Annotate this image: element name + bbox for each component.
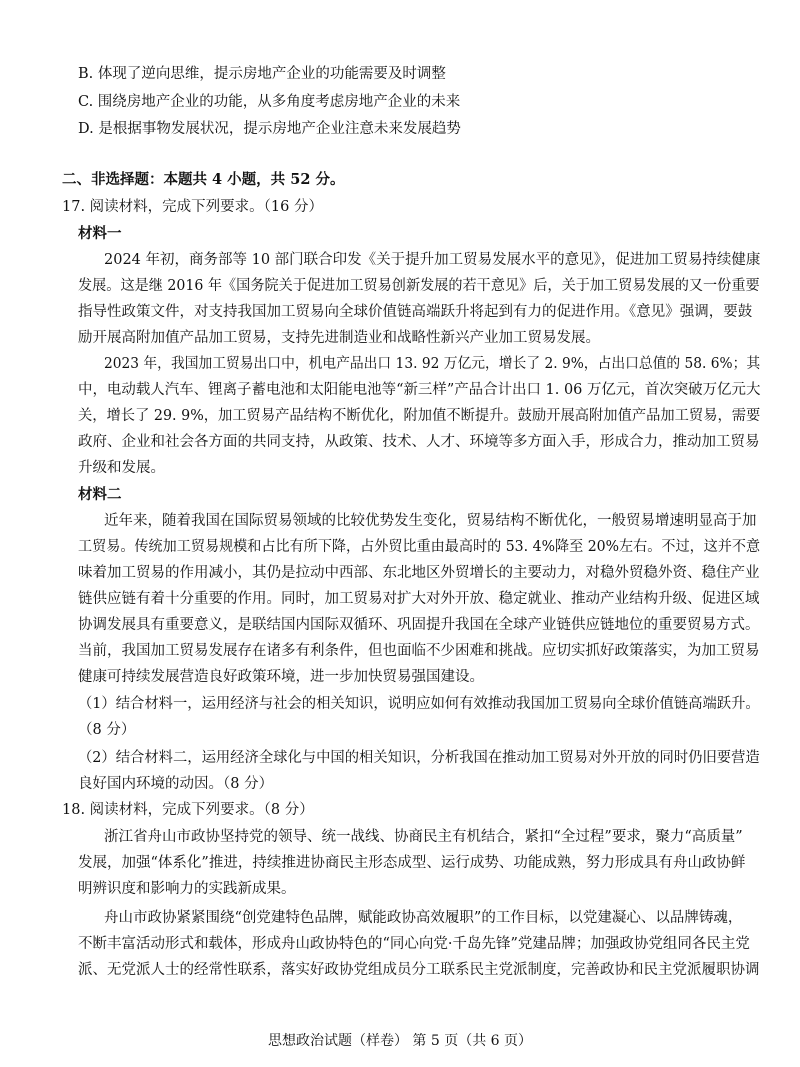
material-1-paragraph-1-line: 2024 年初，商务部等 10 部门联合印发《关于提升加工贸易发展水平的意见》，促进加工贸易持续健康	[104, 252, 761, 268]
option-c: C. 围绕房地产企业的功能，从多角度考虑房地产企业的未来	[78, 94, 461, 110]
question-18-paragraph-2-line: 不断丰富活动形式和载体，形成舟山政协特色的“同心向党·千岛先锋”党建品牌；加强政协党组同各民主党	[78, 936, 750, 952]
material-2-paragraph-line: 工贸易。传统加工贸易规模和占比有所下降，占外贸比重由最高时的 53. 4%降至 20%左右。不过，这并不意	[78, 539, 761, 555]
question-17-prompt: 17. 阅读材料，完成下列要求。（16 分）	[62, 199, 323, 215]
question-18-paragraph-2-line: 派、无党派人士的经常性联系，落实好政协党组成员分工联系民主党派制度，完善政协和民主党派履职协调	[78, 962, 760, 978]
page-footer: 思想政治试题（样卷） 第 5 页（共 6 页）	[267, 1033, 533, 1049]
question-18-paragraph-1-line: 浙江省舟山市政协坚持党的领导、统一战线、协商民主有机结合，紧扣“全过程”要求，聚力“高质量”	[104, 829, 743, 845]
material-1-paragraph-1-line: 发展。这是继 2016 年《国务院关于促进加工贸易创新发展的若干意见》后，关于加工贸易发展的又一份重要	[78, 278, 760, 294]
sub-question-2-line: （2）结合材料二，运用经济全球化与中国的相关知识，分析我国在推动加工贸易对外开放的同时仍旧要营造	[78, 750, 760, 766]
material-1-paragraph-2-line: 中，电动载人汽车、锂离子蓄电池和太阳能电池等“新三样”产品合计出口 1. 06 万亿元，首次突破万亿元大	[78, 382, 761, 398]
material-1-paragraph-2-line: 2023 年，我国加工贸易出口中，机电产品出口 13. 92 万亿元，增长了 2. 9%，占出口总值的 58. 6%；其	[104, 356, 761, 372]
question-18-prompt: 18. 阅读材料，完成下列要求。（8 分）	[62, 802, 314, 818]
material-1-paragraph-2-line: 政府、企业和社会各方面的共同支持，从政策、技术、人才、环境等多方面入手，形成合力，推动加工贸易	[78, 434, 760, 450]
material-1-paragraph-1-line: 励开展高附加值产品加工贸易，支持先进制造业和战略性新兴产业加工贸易发展。	[78, 330, 600, 346]
sub-question-1-line: （1）结合材料一，运用经济与社会的相关知识，说明应如何有效推动我国加工贸易向全球价值链高端跃升。	[78, 696, 760, 712]
question-18-paragraph-1-line: 发展，加强“体系化”推进，持续推进协商民主形态成型、运行成势、功能成熟，努力形成具有舟山政协鲜	[78, 855, 746, 871]
sub-question-1-line: （8 分）	[78, 722, 136, 738]
material-2-paragraph-line: 味着加工贸易的作用减小，其仍是拉动中西部、东北地区外贸增长的主要动力，对稳外贸稳外资、稳住产业	[78, 565, 760, 581]
option-d: D. 是根据事物发展状况，提示房地产企业注意未来发展趋势	[78, 121, 461, 137]
material-2-paragraph-line: 协调发展具有重要意义，是联结国内国际双循环、巩固提升我国在全球产业链供应链地位的重要贸易方式。	[78, 617, 760, 633]
section-heading: 二、非选择题：本题共 4 小题，共 52 分。	[62, 171, 345, 188]
material-2-paragraph-line: 当前，我国加工贸易发展存在诸多有利条件，但也面临不少困难和挑战。应切实抓好政策落实，为加工贸易	[78, 643, 760, 659]
sub-question-2-line: 良好国内环境的动因。（8 分）	[78, 776, 274, 792]
question-18-paragraph-1-line: 明辨识度和影响力的实践新成果。	[78, 881, 296, 897]
material-2-label: 材料二	[78, 486, 122, 503]
material-1-paragraph-1-line: 指导性政策文件，对支持我国加工贸易向全球价值链高端跃升将起到有力的促进作用。《意见》强调，要鼓	[78, 304, 753, 320]
option-b: B. 体现了逆向思维，提示房地产企业的功能需要及时调整	[78, 66, 446, 82]
material-2-paragraph-line: 链供应链有着十分重要的作用。同时，加工贸易对扩大对外开放、稳定就业、推动产业结构升级、促进区域	[78, 591, 760, 607]
material-1-paragraph-2-line: 升级和发展。	[78, 460, 165, 476]
material-2-paragraph-line: 健康可持续发展营造良好政策环境，进一步加快贸易强国建设。	[78, 669, 484, 685]
question-18-paragraph-2-line: 舟山市政协紧紧围绕“创党建特色品牌，赋能政协高效履职”的工作目标，以党建凝心、以品牌铸魂，	[104, 910, 743, 926]
material-1-paragraph-2-line: 关，增长了 29. 9%，加工贸易产品结构不断优化，附加值不断提升。鼓励开展高附加值产品加工贸易，需要	[78, 408, 761, 424]
material-1-label: 材料一	[78, 225, 122, 242]
material-2-paragraph-line: 近年来，随着我国在国际贸易领域的比较优势发生变化，贸易结构不断优化，一般贸易增速明显高于加	[104, 513, 757, 529]
